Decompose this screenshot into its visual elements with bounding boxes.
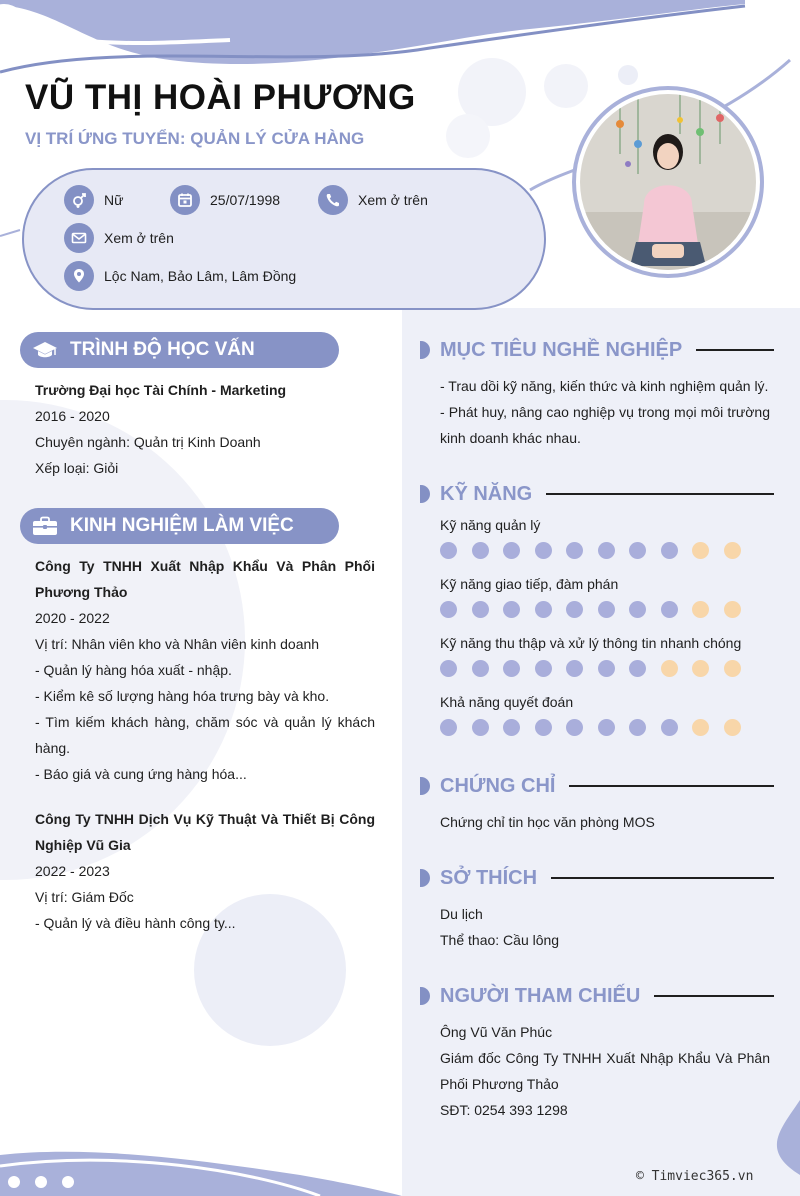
hobby-item: Thể thao: Cầu lông <box>440 932 560 948</box>
job-task: - Quản lý và điều hành công ty... <box>35 915 236 931</box>
skill-dot-filled <box>629 542 646 559</box>
skill-dot-filled <box>472 719 489 736</box>
skill-dot-empty <box>692 719 709 736</box>
references-content <box>440 1019 770 1123</box>
reference-role: Giám đốc Công Ty TNHH Xuất Nhập Khẩu Và Phân Phối Phương Thảo <box>440 1050 770 1092</box>
candidate-name: VŨ THỊ HOÀI PHƯƠNG <box>25 78 416 117</box>
experience-job-2 <box>35 806 375 936</box>
skill-dot-filled <box>598 601 615 618</box>
certificates-content <box>440 809 770 835</box>
skills-title: KỸ NĂNG <box>440 482 533 505</box>
skill-dot-filled <box>661 601 678 618</box>
half-circle-marker-icon <box>420 869 430 887</box>
skill-dot-filled <box>503 601 520 618</box>
skill-dot-filled <box>440 719 457 736</box>
education-school: Trường Đại học Tài Chính - Marketing <box>35 382 287 398</box>
skill-dot-filled <box>566 601 583 618</box>
mail-icon <box>64 223 94 253</box>
reference-name: Ông Vũ Văn Phúc <box>440 1024 553 1040</box>
skill-dot-filled <box>535 660 552 677</box>
objective-title: MỤC TIÊU NGHỀ NGHIỆP <box>440 338 683 361</box>
skill-dot-filled <box>535 542 552 559</box>
skill-label: Kỹ năng giao tiếp, đàm phán <box>440 576 619 592</box>
skill-dot-empty <box>724 601 741 618</box>
profile-photo-frame <box>572 86 764 278</box>
job-task: - Quản lý hàng hóa xuất - nhập. <box>35 662 232 678</box>
address-value: Lộc Nam, Bảo Lâm, Lâm Đồng <box>104 268 297 284</box>
birthday-value: 25/07/1998 <box>210 192 281 208</box>
skill-dot-filled <box>472 601 489 618</box>
skill-dot-filled <box>598 542 615 559</box>
skill-dot-filled <box>629 601 646 618</box>
objective-content <box>440 373 770 451</box>
half-circle-marker-icon <box>420 485 430 503</box>
hobby-item: Du lịch <box>440 906 483 922</box>
education-content <box>35 377 375 481</box>
hobbies-title: SỞ THÍCH <box>440 866 538 889</box>
education-major: Chuyên ngành: Quản trị Kinh Doanh <box>35 434 261 450</box>
email-value: Xem ở trên <box>104 230 174 246</box>
skill-dot-filled <box>472 542 489 559</box>
skill-dot-filled <box>661 542 678 559</box>
experience-title: KINH NGHIỆM LÀM VIỆC <box>70 515 294 536</box>
education-grade: Xếp loại: Giỏi <box>35 460 119 476</box>
location-icon <box>64 261 94 291</box>
certificates-title: CHỨNG CHỈ <box>440 774 556 797</box>
skill-rating <box>440 542 755 559</box>
contact-info-box <box>22 168 546 310</box>
hobbies-content <box>440 901 770 953</box>
skill-dot-filled <box>598 719 615 736</box>
skill-dot-empty <box>692 601 709 618</box>
skill-dot-filled <box>440 542 457 559</box>
calendar-icon <box>170 185 200 215</box>
skill-dot-filled <box>535 719 552 736</box>
half-circle-marker-icon <box>420 777 430 795</box>
skill-dot-empty <box>724 719 741 736</box>
job-task: - Báo giá và cung ứng hàng hóa... <box>35 766 247 782</box>
phone-icon <box>318 185 348 215</box>
header-rule <box>654 995 774 997</box>
skill-dot-filled <box>566 719 583 736</box>
certificate-item: Chứng chỉ tin học văn phòng MOS <box>440 814 655 830</box>
header-rule <box>546 493 774 495</box>
objective-line: - Phát huy, nâng cao nghiệp vụ trong mọi môi trường kinh doanh khác nhau. <box>440 404 770 446</box>
half-circle-marker-icon <box>420 341 430 359</box>
skill-dot-empty <box>661 660 678 677</box>
skills-section-header <box>420 479 774 509</box>
contact-gender <box>64 185 123 215</box>
skill-dot-empty <box>692 542 709 559</box>
skill-label: Khả năng quyết đoán <box>440 694 574 710</box>
applied-position: VỊ TRÍ ỨNG TUYỂN: QUẢN LÝ CỬA HÀNG <box>25 129 365 148</box>
education-title: TRÌNH ĐỘ HỌC VẤN <box>70 339 255 360</box>
skill-dot-filled <box>629 719 646 736</box>
profile-photo <box>580 94 756 270</box>
job-company: Công Ty TNHH Dịch Vụ Kỹ Thuật Và Thiết Bị Công Nghiệp Vũ Gia <box>35 811 375 853</box>
skill-dot-filled <box>661 719 678 736</box>
skill-dot-filled <box>566 660 583 677</box>
hobbies-section-header <box>420 863 774 893</box>
skill-dot-filled <box>629 660 646 677</box>
skill-dot-filled <box>503 719 520 736</box>
contact-email <box>64 223 174 253</box>
skill-dot-empty <box>724 542 741 559</box>
skill-dot-filled <box>535 601 552 618</box>
gender-icon <box>64 185 94 215</box>
skill-dot-filled <box>440 660 457 677</box>
objective-line: - Trau dồi kỹ năng, kiến thức và kinh nghiệm quản lý. <box>440 378 769 394</box>
reference-phone: SĐT: 0254 393 1298 <box>440 1102 568 1118</box>
header-rule <box>569 785 774 787</box>
copyright-footer[interactable]: © Timviec365.vn <box>636 1169 754 1184</box>
skill-dot-filled <box>503 542 520 559</box>
skill-dot-empty <box>692 660 709 677</box>
contact-phone <box>318 185 428 215</box>
contact-birthday <box>170 185 280 215</box>
briefcase-icon <box>30 514 60 538</box>
graduation-cap-icon <box>30 338 60 362</box>
header-rule <box>696 349 774 351</box>
job-role: Vị trí: Nhân viên kho và Nhân viên kinh doanh <box>35 636 320 652</box>
objective-section-header <box>420 335 774 365</box>
job-company: Công Ty TNHH Xuất Nhập Khẩu Và Phân Phối Phương Thảo <box>35 558 375 600</box>
skill-dot-filled <box>472 660 489 677</box>
experience-section-header <box>20 508 339 544</box>
job-years: 2022 - 2023 <box>35 863 110 879</box>
skill-dot-filled <box>598 660 615 677</box>
certificates-section-header <box>420 771 774 801</box>
skill-dot-empty <box>724 660 741 677</box>
skill-rating <box>440 660 755 677</box>
gender-value: Nữ <box>104 192 124 208</box>
header-rule <box>551 877 774 879</box>
job-role: Vị trí: Giám Đốc <box>35 889 134 905</box>
phone-value: Xem ở trên <box>358 192 428 208</box>
references-section-header <box>420 981 774 1011</box>
half-circle-marker-icon <box>420 987 430 1005</box>
skill-label: Kỹ năng quản lý <box>440 517 541 533</box>
skill-dot-filled <box>566 542 583 559</box>
education-section-header <box>20 332 339 368</box>
skill-dot-filled <box>440 601 457 618</box>
skill-dot-filled <box>503 660 520 677</box>
education-years: 2016 - 2020 <box>35 408 110 424</box>
job-years: 2020 - 2022 <box>35 610 110 626</box>
job-task: - Tìm kiếm khách hàng, chăm sóc và quản lý khách hàng. <box>35 714 375 756</box>
skill-label: Kỹ năng thu thập và xử lý thông tin nhanh chóng <box>440 635 742 651</box>
job-task: - Kiểm kê số lượng hàng hóa trưng bày và kho. <box>35 688 330 704</box>
skill-rating <box>440 601 755 618</box>
skill-rating <box>440 719 755 736</box>
experience-job-1 <box>35 553 375 787</box>
contact-address <box>64 261 296 291</box>
references-title: NGƯỜI THAM CHIẾU <box>440 984 641 1007</box>
